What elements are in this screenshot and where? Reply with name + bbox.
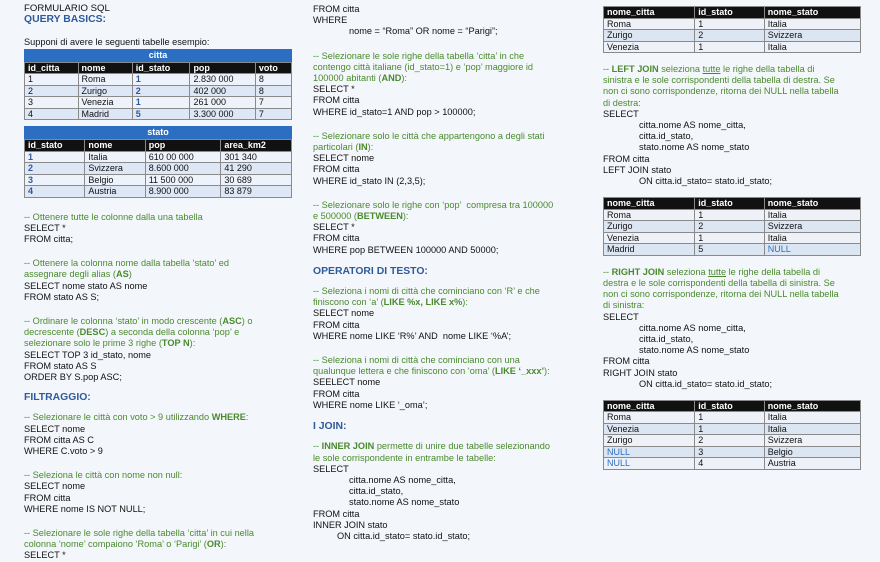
comment: di sinistra: (603, 300, 645, 311)
code-line: stato.nome AS nome_stato (639, 142, 750, 153)
table-cell: Austria (764, 458, 860, 470)
comment: -- Selezionare solo le città che appartengono a degli stati (313, 130, 545, 141)
table-cell: 3 (695, 446, 764, 458)
table-cell: 1 (695, 209, 764, 221)
table-cell: 1 (132, 74, 190, 86)
table-cell: Zurigo (604, 435, 695, 447)
comment: 100000 abitanti (AND): (313, 73, 407, 84)
table-cell: 1 (695, 18, 764, 30)
table-cell: 5 (132, 108, 190, 120)
table-citta-caption: citta (24, 49, 292, 62)
code-line: SELECT nome (313, 308, 375, 319)
table-cell: 610 00 000 (145, 151, 221, 163)
code-line: SELECT * (24, 550, 66, 561)
code-line: citta.id_stato, (639, 131, 694, 142)
code-line: FROM citta (313, 233, 360, 244)
table-cell: Svizzera (764, 30, 860, 42)
table-cell: 7 (255, 97, 291, 109)
comment: -- RIGHT JOIN seleziona tutte le righe della tabella di (603, 266, 821, 277)
table-row (604, 30, 861, 42)
comment: di destra: (603, 97, 641, 108)
table-cell: 5 (695, 244, 764, 256)
code-line: FROM citta (313, 388, 360, 399)
table-cell: Zurigo (78, 85, 132, 97)
table-row (25, 186, 292, 198)
table-row (25, 108, 292, 120)
table-cell: 2 (25, 163, 85, 175)
table-row (604, 458, 861, 470)
heading-query-basics: QUERY BASICS: (24, 14, 106, 26)
comment: -- Ottenere tutte le colonne dalla una tabella (24, 211, 203, 222)
comment: finiscono con ‘a’ (LIKE %x, LIKE x%): (313, 297, 468, 308)
code-line: SELECT (603, 311, 639, 322)
table-cell: 1 (695, 41, 764, 53)
comment: -- LEFT JOIN seleziona tutte le righe della tabella di (603, 64, 815, 74)
code-line: SELECT (603, 108, 639, 119)
keyword: AS (115, 269, 129, 280)
table-inner-join-result (603, 6, 861, 53)
comment: decrescente (DESC) a seconda della colonna ‘pop’ e (24, 327, 240, 338)
code-line: ORDER BY S.pop ASC; (24, 372, 122, 383)
code-line: WHERE (313, 15, 348, 26)
comment: -- Selezionare le città con voto > 9 utilizzando WHERE: (24, 412, 249, 423)
table-row (604, 423, 861, 435)
table-cell: Svizzera (764, 221, 860, 233)
column-left (24, 3, 292, 562)
code-line: WHERE pop BETWEEN 100000 AND 50000; (313, 244, 499, 255)
table-cell: 4 (25, 108, 79, 120)
code-line: ON citta.id_stato= stato.id_stato; (639, 378, 773, 389)
table-cell: Italia (764, 232, 860, 244)
table-cell: Italia (764, 18, 860, 30)
comment: qualunque lettera e che finiscono con ‘oma’ (LIKE ‘_xxx’): (313, 366, 550, 377)
table-cell: Belgio (764, 446, 860, 458)
code-line: citta.nome AS nome_citta, (349, 474, 456, 485)
column-middle (313, 4, 583, 542)
table-cell: 8.600 000 (145, 163, 221, 175)
table-cell: 2 (25, 85, 79, 97)
keyword: LIKE %x, LIKE x% (383, 297, 463, 308)
code-line: citta.nome AS nome_citta, (639, 322, 746, 333)
code-line: SELECT (313, 463, 349, 474)
table-cell: 2 (695, 221, 764, 233)
code-line: SELECT * (24, 222, 66, 233)
comment: -- Selezionare le sole righe della tabella ‘citta’ in che (313, 50, 525, 61)
table-cell: 4 (25, 186, 85, 198)
table-cell: 261 000 (190, 97, 255, 109)
table-cell: Venezia (604, 232, 695, 244)
code-line: SELECT nome (24, 481, 86, 492)
code-line: FROM citta (24, 492, 71, 503)
table-cell: 83 879 (221, 186, 292, 198)
table-cell: 1 (132, 97, 190, 109)
comment: contengo città italiane (id_stato=1) e ‘pop’ maggiore id (313, 61, 534, 72)
table-row (604, 209, 861, 221)
code-line: SELECT TOP 3 id_stato, nome (24, 349, 151, 360)
code-line: citta.id_stato, (639, 333, 694, 344)
comment: non ci sono corrispondenze, ritorna dei NULL nella tabella (603, 86, 839, 97)
intro-text: Supponi di avere le seguenti tabelle esempio: (24, 37, 210, 48)
keyword: RIGHT JOIN (611, 266, 665, 277)
code-line: SELECT * (313, 84, 355, 95)
comment: -- Seleziona i nomi di città che cominciano con una (313, 355, 520, 366)
table-left-join-result (603, 197, 861, 256)
table-cell: 30 689 (221, 174, 292, 186)
comment: -- INNER JOIN permette di unire due tabelle selezionando (313, 441, 550, 452)
table-cell-null: NULL (764, 244, 860, 256)
table-cell: 3.300 000 (190, 108, 255, 120)
keyword: IN (358, 142, 368, 153)
table-right-join-result (603, 400, 861, 470)
code-line: WHERE C.voto > 9 (24, 446, 103, 457)
table-cell: Italia (764, 209, 860, 221)
table-header-cell: voto (255, 62, 291, 74)
code-line: FROM stato AS S (24, 360, 97, 371)
code-line: LEFT JOIN stato (603, 164, 672, 175)
table-cell: 4 (695, 458, 764, 470)
table-cell: 1 (695, 423, 764, 435)
heading-operatori-di-testo: OPERATORI DI TESTO: (313, 265, 428, 277)
table-row (604, 18, 861, 30)
table-cell: Italia (764, 41, 860, 53)
table-row (604, 446, 861, 458)
table-cell: Zurigo (604, 30, 695, 42)
table-cell: 7 (255, 108, 291, 120)
table-header-cell: nome (85, 140, 145, 152)
comment: -- Selezionare solo le righe con ‘pop’ compresa tra 100000 (313, 199, 554, 210)
table-header-cell: nome_stato (764, 198, 860, 210)
table-header-cell: pop (190, 62, 255, 74)
code-line: citta.id_stato, (349, 486, 404, 497)
code-line: FROM citta (313, 4, 360, 14)
table-cell: 402 000 (190, 85, 255, 97)
code-line: FROM citta (313, 508, 360, 519)
table-cell: Roma (604, 18, 695, 30)
code-line: stato.nome AS nome_stato (349, 497, 460, 508)
table-cell: 11 500 000 (145, 174, 221, 186)
comment: -- Selezionare le sole righe della tabella ‘citta’ in cui nella (24, 528, 254, 539)
table-header-cell: id_stato (695, 400, 764, 412)
code-line: FROM stato AS S; (24, 291, 100, 302)
table-row (604, 244, 861, 256)
table-header-cell: area_km2 (221, 140, 292, 152)
table-row (25, 85, 292, 97)
table-cell: 2.830 000 (190, 74, 255, 86)
comment: -- Ordinare le colonna ‘stato’ in modo crescente (ASC) o (24, 316, 253, 327)
table-cell: Madrid (78, 108, 132, 120)
table-stato (24, 126, 292, 198)
code-line: FROM citta (313, 95, 360, 106)
table-header-cell: nome (78, 62, 132, 74)
keyword: INNER JOIN (321, 441, 375, 452)
table-row (25, 74, 292, 86)
comment: destra e le sole corrispondenti della tabella di sinistra. Se (603, 277, 835, 288)
keyword: DESC (79, 327, 106, 338)
table-row (25, 174, 292, 186)
table-header-cell: pop (145, 140, 221, 152)
table-header-cell: id_stato (695, 198, 764, 210)
comment: e 500000 (BETWEEN): (313, 211, 409, 222)
table-stato-header-row (25, 140, 292, 152)
comment: colonna ‘nome’ compaiono ‘Roma’ o ‘Parigi’ (OR): (24, 539, 227, 550)
table-header-cell: nome_citta (604, 198, 695, 210)
comment: non ci sono corrispondenze, ritorna dei NULL nella tabella (603, 289, 839, 300)
code-line: RIGHT JOIN stato (603, 367, 678, 378)
table-cell: 8 (255, 85, 291, 97)
table-cell: 2 (132, 85, 190, 97)
comment: sinistra e le sole corrispondenti della tabella di destra. Se (603, 75, 835, 86)
code-line: stato.nome AS nome_stato (639, 345, 750, 356)
table-cell: 3 (25, 174, 85, 186)
code-line: FROM citta (603, 153, 650, 164)
table-row (604, 412, 861, 424)
code-line: FROM citta AS C (24, 434, 94, 445)
table-cell: Roma (78, 74, 132, 86)
table-stato-caption: stato (24, 126, 292, 139)
table-cell: Zurigo (604, 221, 695, 233)
table-cell: Venezia (78, 97, 132, 109)
code-line: WHERE nome LIKE ‘R%’ AND nome LIKE ‘%A’; (313, 330, 512, 341)
code-line: SELECT nome (24, 423, 86, 434)
table-header-cell: id_stato (25, 140, 85, 152)
table-row (604, 221, 861, 233)
code-line: FROM citta (313, 319, 360, 330)
table-row (25, 163, 292, 175)
keyword: ASC (222, 316, 242, 327)
table-header-cell: nome_citta (604, 400, 695, 412)
table-cell: Svizzera (85, 163, 145, 175)
code-line: WHERE nome LIKE ‘_oma’; (313, 399, 428, 410)
comment: -- Seleziona le città con nome non null: (24, 470, 183, 481)
code-line: citta.nome AS nome_citta, (639, 120, 746, 131)
column-right (603, 6, 861, 470)
comment: particolari (IN): (313, 142, 374, 153)
comment: -- Seleziona i nomi di città che cominciano con ‘R’ e che (313, 286, 540, 297)
comment: selezionare solo le prime 3 righe (TOP N): (24, 338, 196, 349)
table-header-row (604, 198, 861, 210)
code-line: FROM citta (603, 356, 650, 367)
table-cell: 8.900 000 (145, 186, 221, 198)
document-title: FORMULARIO SQL (24, 3, 110, 14)
heading-join: I JOIN: (313, 421, 347, 433)
table-row (25, 151, 292, 163)
keyword: WHERE (211, 412, 246, 423)
table-row (604, 41, 861, 53)
keyword: OR (206, 539, 221, 550)
table-cell: 41 290 (221, 163, 292, 175)
table-header-cell: id_stato (695, 7, 764, 19)
code-line: WHERE nome IS NOT NULL; (24, 503, 146, 514)
table-cell: 2 (695, 30, 764, 42)
code-line: WHERE id_stato IN (2,3,5); (313, 175, 426, 186)
table-cell: 8 (255, 74, 291, 86)
code-line: WHERE id_stato=1 AND pop > 100000; (313, 106, 476, 117)
table-header-cell: nome_stato (764, 7, 860, 19)
table-cell-null: NULL (604, 458, 695, 470)
code-line: SEELECT nome (313, 377, 381, 388)
table-header-row (604, 7, 861, 19)
comment: -- Ottenere la colonna nome dalla tabella ‘stato’ ed (24, 258, 229, 269)
table-citta-header-row (25, 62, 292, 74)
code-line: SELECT nome stato AS nome (24, 280, 148, 291)
table-cell: Svizzera (764, 435, 860, 447)
table-cell: 1 (25, 74, 79, 86)
table-citta (24, 49, 292, 121)
code-line: nome = “Roma” OR nome = “Parigi”; (349, 26, 498, 37)
comment: le sole corrispondente in entrambe le tabelle: (313, 452, 496, 463)
table-cell: 301 340 (221, 151, 292, 163)
table-cell-null: NULL (604, 446, 695, 458)
keyword: LIKE ‘_xxx’ (495, 366, 545, 377)
keyword: TOP N (161, 338, 190, 349)
comment: assegnare degli alias (AS) (24, 269, 132, 280)
table-cell: 2 (695, 435, 764, 447)
code-line: FROM citta; (24, 234, 74, 245)
table-cell: 1 (695, 412, 764, 424)
code-line: FROM citta (313, 164, 360, 175)
code-line: SELECT nome (313, 153, 375, 164)
code-line: ON citta.id_stato= stato.id_stato; (337, 530, 471, 541)
code-line: SELECT * (313, 222, 355, 233)
table-header-row (604, 400, 861, 412)
table-row (604, 232, 861, 244)
table-cell: 1 (695, 232, 764, 244)
table-cell: Roma (604, 412, 695, 424)
keyword: AND (381, 73, 402, 84)
table-cell: 3 (25, 97, 79, 109)
table-header-cell: nome_stato (764, 400, 860, 412)
table-cell: Italia (764, 423, 860, 435)
code-line: ON citta.id_stato= stato.id_stato; (639, 176, 773, 187)
table-cell: Italia (764, 412, 860, 424)
keyword: BETWEEN (356, 211, 403, 222)
table-cell: Belgio (85, 174, 145, 186)
table-row (604, 435, 861, 447)
table-cell: Madrid (604, 244, 695, 256)
table-cell: 1 (25, 151, 85, 163)
heading-filtraggio: FILTRAGGIO: (24, 392, 91, 404)
table-cell: Venezia (604, 423, 695, 435)
table-row (25, 97, 292, 109)
table-header-cell: id_stato (132, 62, 190, 74)
code-line: INNER JOIN stato (313, 519, 388, 530)
table-header-cell: nome_citta (604, 7, 695, 19)
table-cell: Austria (85, 186, 145, 198)
keyword: LEFT JOIN (611, 64, 659, 74)
table-cell: Roma (604, 209, 695, 221)
table-cell: Italia (85, 151, 145, 163)
table-cell: Venezia (604, 41, 695, 53)
table-header-cell: id_citta (25, 62, 79, 74)
